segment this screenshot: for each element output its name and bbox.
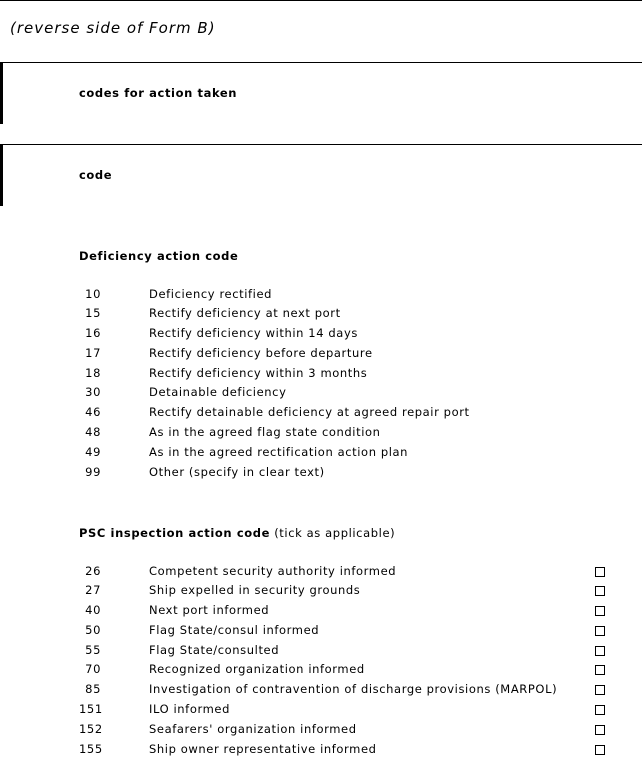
action-code: 30 bbox=[79, 383, 101, 403]
action-code: 70 bbox=[79, 660, 101, 680]
psc-heading-text: PSC inspection action code bbox=[79, 526, 270, 540]
deficiency-code-row bbox=[0, 285, 642, 305]
action-description: Flag State/consulted bbox=[149, 641, 279, 661]
deficiency-code-row bbox=[0, 423, 642, 443]
action-code: 48 bbox=[79, 423, 101, 443]
psc-code-row bbox=[0, 720, 642, 740]
psc-code-row bbox=[0, 562, 642, 582]
action-code: 85 bbox=[79, 680, 101, 700]
top-rule bbox=[0, 0, 642, 1]
action-description: Flag State/consul informed bbox=[149, 621, 319, 641]
checkbox-icon[interactable] bbox=[595, 626, 605, 636]
checkbox-icon[interactable] bbox=[595, 705, 605, 715]
action-code: 55 bbox=[79, 641, 101, 661]
form-subtitle: (reverse side of Form B) bbox=[10, 19, 216, 37]
psc-code-row bbox=[0, 601, 642, 621]
psc-code-row bbox=[0, 660, 642, 680]
psc-heading-note: (tick as applicable) bbox=[270, 526, 395, 540]
codes-box-left-bar bbox=[0, 62, 3, 124]
action-description: As in the agreed flag state condition bbox=[149, 423, 381, 443]
deficiency-code-row bbox=[0, 403, 642, 423]
action-description: Ship expelled in security grounds bbox=[149, 581, 360, 601]
action-code: 17 bbox=[79, 344, 101, 364]
action-code: 49 bbox=[79, 443, 101, 463]
psc-code-row bbox=[0, 581, 642, 601]
action-description: Rectify deficiency within 14 days bbox=[149, 324, 358, 344]
action-code: 26 bbox=[79, 562, 101, 582]
deficiency-code-row bbox=[0, 344, 642, 364]
deficiency-code-row bbox=[0, 443, 642, 463]
action-description: Deficiency rectified bbox=[149, 285, 272, 305]
checkbox-icon[interactable] bbox=[595, 586, 605, 596]
action-description: Ship owner representative informed bbox=[149, 740, 377, 759]
psc-code-row bbox=[0, 700, 642, 720]
checkbox-icon[interactable] bbox=[595, 567, 605, 577]
deficiency-code-list bbox=[0, 285, 642, 483]
code-box-top-rule bbox=[0, 144, 642, 145]
deficiency-code-row bbox=[0, 383, 642, 403]
action-description: Investigation of contravention of discharge provisions (MARPOL) bbox=[149, 680, 557, 700]
deficiency-code-row bbox=[0, 324, 642, 344]
action-code: 18 bbox=[79, 364, 101, 384]
action-description: Recognized organization informed bbox=[149, 660, 365, 680]
psc-code-row bbox=[0, 680, 642, 700]
deficiency-code-row bbox=[0, 364, 642, 384]
checkbox-icon[interactable] bbox=[595, 685, 605, 695]
action-description: Competent security authority informed bbox=[149, 562, 396, 582]
action-description: Rectify deficiency at next port bbox=[149, 304, 341, 324]
action-description: Other (specify in clear text) bbox=[149, 463, 325, 483]
action-code: 155 bbox=[79, 740, 101, 759]
deficiency-code-row bbox=[0, 304, 642, 324]
action-description: As in the agreed rectification action plan bbox=[149, 443, 408, 463]
deficiency-heading-text: Deficiency action code bbox=[79, 249, 238, 263]
action-code: 152 bbox=[79, 720, 101, 740]
code-box-label: code bbox=[79, 168, 112, 182]
action-code: 16 bbox=[79, 324, 101, 344]
action-code: 27 bbox=[79, 581, 101, 601]
action-code: 99 bbox=[79, 463, 101, 483]
action-code: 46 bbox=[79, 403, 101, 423]
action-code: 40 bbox=[79, 601, 101, 621]
codes-box-label: codes for action taken bbox=[79, 86, 237, 100]
action-description: Rectify deficiency before departure bbox=[149, 344, 373, 364]
code-box-left-bar bbox=[0, 144, 3, 206]
action-description: Next port informed bbox=[149, 601, 269, 621]
checkbox-icon[interactable] bbox=[595, 665, 605, 675]
action-description: ILO informed bbox=[149, 700, 230, 720]
action-code: 151 bbox=[79, 700, 101, 720]
checkbox-icon[interactable] bbox=[595, 725, 605, 735]
checkbox-icon[interactable] bbox=[595, 606, 605, 616]
action-description: Detainable deficiency bbox=[149, 383, 286, 403]
psc-code-list bbox=[0, 562, 642, 759]
psc-code-row bbox=[0, 740, 642, 759]
action-code: 15 bbox=[79, 304, 101, 324]
psc-heading bbox=[79, 526, 395, 540]
deficiency-code-row bbox=[0, 463, 642, 483]
action-description: Seafarers' organization informed bbox=[149, 720, 357, 740]
checkbox-icon[interactable] bbox=[595, 745, 605, 755]
action-description: Rectify deficiency within 3 months bbox=[149, 364, 367, 384]
psc-code-row bbox=[0, 621, 642, 641]
action-code: 10 bbox=[79, 285, 101, 305]
checkbox-icon[interactable] bbox=[595, 646, 605, 656]
action-code: 50 bbox=[79, 621, 101, 641]
psc-code-row bbox=[0, 641, 642, 661]
codes-box-top-rule bbox=[0, 62, 642, 63]
deficiency-heading bbox=[79, 249, 238, 263]
action-description: Rectify detainable deficiency at agreed repair port bbox=[149, 403, 470, 423]
